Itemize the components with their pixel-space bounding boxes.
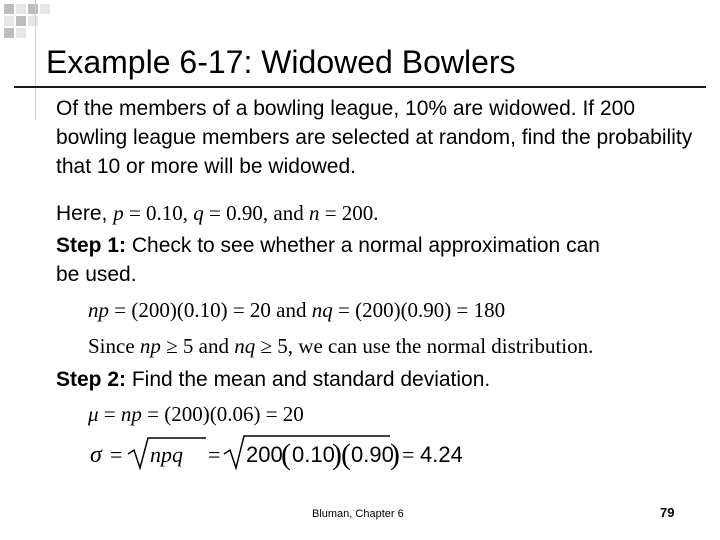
since-text: Since — [88, 334, 140, 358]
mu-symbol: μ — [88, 402, 99, 426]
sigma-npq: npq — [150, 442, 183, 467]
given-p-var: p — [113, 201, 124, 225]
given-values — [56, 201, 379, 226]
step1-line2: be used. — [56, 263, 137, 286]
sigma-n-val: 200 — [246, 442, 283, 467]
std-dev-formula — [88, 428, 488, 476]
sigma-eq2: = — [208, 442, 221, 467]
sigma-eq3: = — [402, 442, 415, 467]
since-mid: ≥ 5 and — [160, 334, 235, 358]
sigma-result: 4.24 — [420, 442, 463, 467]
given-prefix: Here, — [56, 202, 114, 225]
problem-statement: Of the members of a bowling league, 10% are widowed. If 200 bowling league members are selected at random, find the probability that 10 or more will be widowed. — [56, 97, 693, 178]
np-var: np — [88, 298, 109, 322]
page-number: 79 — [660, 505, 675, 520]
nq-calc: = (200)(0.90) = 180 — [332, 298, 506, 322]
sigma-symbol: σ — [90, 442, 102, 468]
step1-text-1: Check to see whether a normal approximation can — [126, 234, 600, 257]
given-n-var: n — [308, 201, 320, 225]
given-and: and — [273, 201, 309, 225]
since-nq: nq — [234, 334, 256, 358]
mean-calculation — [88, 402, 304, 427]
sigma-p-val: 0.10 — [292, 442, 335, 467]
step2-line — [56, 368, 490, 392]
nq-var: nq — [311, 298, 333, 322]
paren-close-1: ) — [332, 438, 342, 471]
mu-eq: = — [98, 402, 121, 426]
paren-open-1: ( — [281, 438, 291, 471]
since-conclusion — [88, 334, 593, 359]
step2-label: Step 2: — [56, 368, 127, 391]
sigma-q-val: 0.90 — [351, 442, 394, 467]
step1-label: Step 1: — [56, 234, 127, 257]
footer-text: Bluman, Chapter 6 — [312, 508, 404, 520]
paren-open-2: ( — [341, 438, 351, 471]
np-calc: = (200)(0.10) = 20 and — [109, 298, 312, 322]
since-end: ≥ 5, we can use the normal distribution. — [255, 334, 594, 358]
given-n-val: = 200. — [319, 201, 379, 225]
decorative-vertical-line — [35, 0, 36, 120]
slide-title: Example 6-17: Widowed Bowlers — [46, 44, 516, 80]
paren-close-2: ) — [390, 438, 400, 471]
np-nq-calculation — [88, 298, 505, 323]
since-np: np — [139, 334, 161, 358]
title-divider — [14, 86, 706, 88]
mu-np: np — [120, 402, 142, 426]
given-q-val: = 0.90, — [203, 201, 274, 225]
step2-text: Find the mean and standard deviation. — [126, 368, 491, 391]
given-p-val: = 0.10, — [123, 201, 194, 225]
sigma-eq1: = — [110, 442, 123, 467]
mu-calc: = (200)(0.06) = 20 — [141, 402, 304, 426]
step1-line1 — [56, 234, 600, 258]
given-q-var: q — [193, 201, 204, 225]
